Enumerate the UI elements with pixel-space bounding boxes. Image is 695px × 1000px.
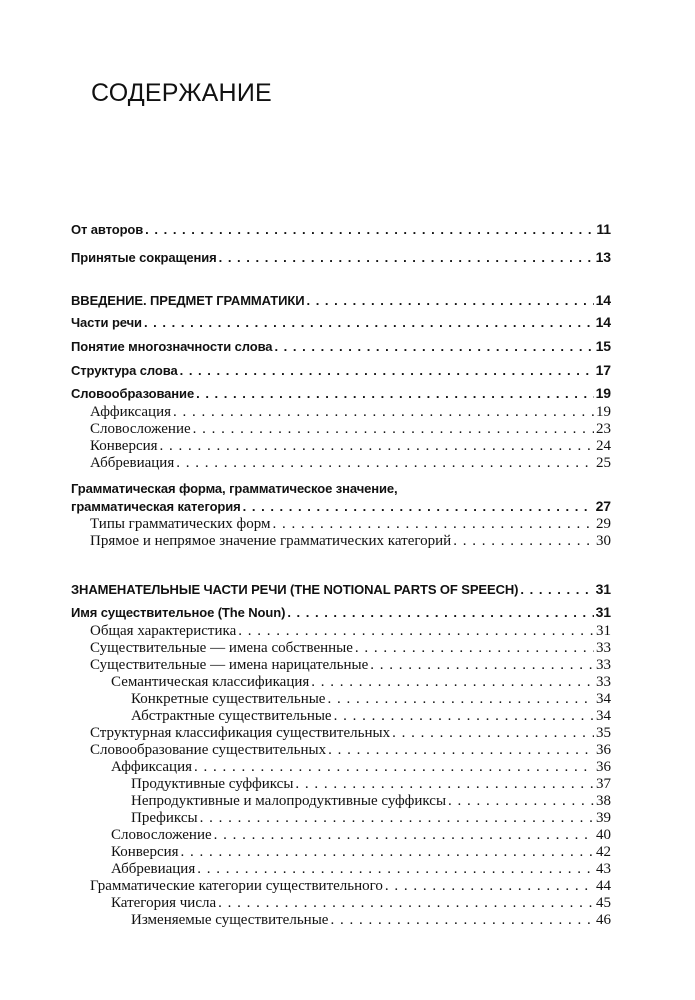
toc-entry-page: 35 bbox=[596, 725, 611, 741]
toc-entry-page: 24 bbox=[596, 438, 611, 454]
toc-entry-title: Изменяемые существительные bbox=[131, 912, 329, 928]
dot-leader bbox=[238, 624, 594, 639]
toc-entry-title: Префиксы bbox=[131, 810, 198, 826]
toc-entry-page: 31 bbox=[595, 604, 611, 620]
dot-leader bbox=[453, 534, 594, 549]
toc-entry-page: 14 bbox=[595, 292, 611, 308]
dot-leader bbox=[328, 743, 594, 758]
toc-entry-title: Непродуктивные и малопродуктивные суффиксы bbox=[131, 793, 447, 809]
toc-entry-title: Аббревиация bbox=[111, 861, 196, 877]
toc-entry[interactable] bbox=[71, 582, 611, 596]
toc-entry-title: Грамматические категории существительного bbox=[90, 878, 383, 894]
toc-entry[interactable] bbox=[131, 777, 611, 792]
toc-entry-page: 14 bbox=[595, 314, 611, 330]
toc-entry-title: Структурная классификация существительных bbox=[90, 725, 391, 741]
toc-entry-page: 38 bbox=[596, 793, 611, 809]
dot-leader bbox=[273, 517, 595, 532]
dot-leader bbox=[370, 658, 594, 673]
toc-entry-page: 42 bbox=[596, 844, 611, 860]
toc-entry[interactable] bbox=[90, 624, 611, 639]
toc-entry[interactable] bbox=[90, 743, 611, 758]
dot-leader bbox=[144, 316, 594, 329]
toc-entry[interactable] bbox=[90, 879, 611, 894]
toc-entry[interactable] bbox=[111, 862, 611, 877]
dot-leader bbox=[327, 692, 594, 707]
dot-leader bbox=[196, 387, 594, 400]
toc-entry-page: 13 bbox=[595, 249, 611, 265]
toc-entry-page: 33 bbox=[596, 657, 611, 673]
toc-entry[interactable] bbox=[90, 641, 611, 656]
toc-entry-page: 25 bbox=[596, 455, 611, 471]
toc-entry[interactable] bbox=[111, 675, 611, 690]
dot-leader bbox=[448, 794, 594, 809]
toc-entry-page: 31 bbox=[596, 623, 611, 639]
toc-entry-title-line1: Грамматическая форма, грамматическое значение, bbox=[71, 481, 398, 496]
dot-leader bbox=[200, 811, 594, 826]
toc-entry-title: Конверсия bbox=[90, 438, 158, 454]
toc-entry-page: 15 bbox=[595, 338, 611, 354]
toc-entry[interactable] bbox=[90, 439, 611, 454]
toc-entry-title: Общая характеристика bbox=[90, 623, 237, 639]
toc-entry-title: Словосложение bbox=[111, 827, 212, 843]
dot-leader bbox=[197, 862, 594, 877]
toc-entry-title: Принятые сокращения bbox=[71, 250, 217, 265]
toc-entry-title: Аффиксация bbox=[90, 404, 172, 420]
dot-leader bbox=[145, 223, 594, 236]
toc-entry-page: 27 bbox=[595, 498, 611, 514]
toc-entry[interactable] bbox=[90, 726, 611, 741]
toc-entry-page: 45 bbox=[596, 895, 611, 911]
toc-entry[interactable] bbox=[71, 250, 611, 264]
toc-entry[interactable] bbox=[111, 896, 611, 911]
toc-entry-title: Словообразование bbox=[71, 386, 195, 401]
toc-entry-page: 11 bbox=[596, 221, 611, 237]
toc-entry-page: 34 bbox=[596, 691, 611, 707]
toc-entry[interactable] bbox=[71, 605, 611, 619]
toc-entry-page: 33 bbox=[596, 640, 611, 656]
dot-leader bbox=[330, 913, 594, 928]
dot-leader bbox=[218, 896, 594, 911]
toc-entry-title: Прямое и непрямое значение грамматических категорий bbox=[90, 533, 452, 549]
toc-entry[interactable] bbox=[71, 363, 611, 377]
dot-leader bbox=[173, 405, 594, 420]
toc-entry[interactable] bbox=[71, 339, 611, 353]
toc-entry[interactable] bbox=[111, 845, 611, 860]
toc-entry-title: Имя существительное (The Noun) bbox=[71, 605, 286, 620]
dot-leader bbox=[392, 726, 594, 741]
dot-leader bbox=[274, 340, 593, 353]
dot-leader bbox=[193, 422, 594, 437]
toc-entry[interactable] bbox=[90, 456, 611, 471]
dot-leader bbox=[385, 879, 594, 894]
toc-entry[interactable] bbox=[90, 422, 611, 437]
toc-entry[interactable] bbox=[71, 222, 611, 236]
toc-entry-title: Категория числа bbox=[111, 895, 217, 911]
toc-entry-page: 30 bbox=[596, 533, 611, 549]
toc-entry[interactable] bbox=[90, 517, 611, 532]
toc-entry[interactable] bbox=[90, 534, 611, 549]
toc-entry[interactable] bbox=[90, 405, 611, 420]
toc-entry-page: 46 bbox=[596, 912, 611, 928]
toc-entry-page: 36 bbox=[596, 759, 611, 775]
toc-entry-page: 29 bbox=[596, 516, 611, 532]
toc-entry-title: Аббревиация bbox=[90, 455, 175, 471]
toc-entry-page: 23 bbox=[596, 421, 611, 437]
dot-leader bbox=[214, 828, 594, 843]
toc-entry-page: 40 bbox=[596, 827, 611, 843]
toc-entry[interactable] bbox=[131, 913, 611, 928]
dot-leader bbox=[243, 500, 594, 513]
toc-entry-title: Продуктивные суффиксы bbox=[131, 776, 294, 792]
page-title: СОДЕРЖАНИЕ bbox=[91, 79, 272, 107]
toc-entry-title: Существительные — имена собственные bbox=[90, 640, 353, 656]
toc-entry[interactable] bbox=[131, 709, 611, 724]
dot-leader bbox=[160, 439, 594, 454]
toc-entry-title: От авторов bbox=[71, 222, 144, 237]
toc-entry-page: 37 bbox=[596, 776, 611, 792]
toc-entry-title: Части речи bbox=[71, 315, 142, 330]
toc-entry-page: 36 bbox=[596, 742, 611, 758]
dot-leader bbox=[295, 777, 594, 792]
dot-leader bbox=[334, 709, 594, 724]
dot-leader bbox=[287, 606, 593, 619]
toc-entry[interactable] bbox=[131, 811, 611, 826]
dot-leader bbox=[306, 294, 593, 307]
toc-entry-page: 19 bbox=[595, 385, 611, 401]
dot-leader bbox=[181, 845, 594, 860]
toc-entry-page: 31 bbox=[595, 581, 611, 597]
dot-leader bbox=[176, 456, 594, 471]
toc-entry-title: Абстрактные существительные bbox=[131, 708, 332, 724]
toc-entry-page: 34 bbox=[596, 708, 611, 724]
toc-entry-title: грамматическая категория bbox=[71, 499, 241, 514]
toc-entry[interactable] bbox=[90, 658, 611, 673]
dot-leader bbox=[219, 251, 594, 264]
toc-entry[interactable] bbox=[111, 828, 611, 843]
toc-entry-title: ВВЕДЕНИЕ. ПРЕДМЕТ ГРАММАТИКИ bbox=[71, 293, 305, 308]
toc-entry[interactable] bbox=[71, 293, 611, 307]
dot-leader bbox=[194, 760, 594, 775]
toc-entry-page: 43 bbox=[596, 861, 611, 877]
dot-leader bbox=[355, 641, 594, 656]
toc-entry[interactable] bbox=[131, 794, 611, 809]
toc-entry[interactable] bbox=[131, 692, 611, 707]
dot-leader bbox=[180, 364, 594, 377]
toc-entry-title: Словообразование существительных bbox=[90, 742, 327, 758]
toc-entry-page: 17 bbox=[595, 362, 611, 378]
toc-entry-page: 33 bbox=[596, 674, 611, 690]
toc-entry-page: 39 bbox=[596, 810, 611, 826]
toc-entry-title: Конверсия bbox=[111, 844, 179, 860]
toc-entry-title: Структура слова bbox=[71, 363, 178, 378]
toc-entry-title: Понятие многозначности слова bbox=[71, 339, 273, 354]
toc-entry[interactable] bbox=[111, 760, 611, 775]
toc-entry[interactable] bbox=[71, 386, 611, 400]
toc-entry-title: Аффиксация bbox=[111, 759, 193, 775]
toc-entry[interactable] bbox=[71, 499, 611, 513]
toc-entry-title: Словосложение bbox=[90, 421, 191, 437]
toc-entry[interactable] bbox=[71, 315, 611, 329]
dot-leader bbox=[520, 583, 593, 596]
toc-entry-title: ЗНАМЕНАТЕЛЬНЫЕ ЧАСТИ РЕЧИ (THE NOTIONAL PARTS OF SPEECH) bbox=[71, 582, 519, 597]
toc-entry-title: Конкретные существительные bbox=[131, 691, 326, 707]
toc-entry-title: Семантическая классификация bbox=[111, 674, 310, 690]
toc-entry-title: Типы грамматических форм bbox=[90, 516, 271, 532]
toc-entry-page: 19 bbox=[596, 404, 611, 420]
toc-entry-page: 44 bbox=[596, 878, 611, 894]
dot-leader bbox=[311, 675, 594, 690]
toc-entry-title: Существительные — имена нарицательные bbox=[90, 657, 369, 673]
